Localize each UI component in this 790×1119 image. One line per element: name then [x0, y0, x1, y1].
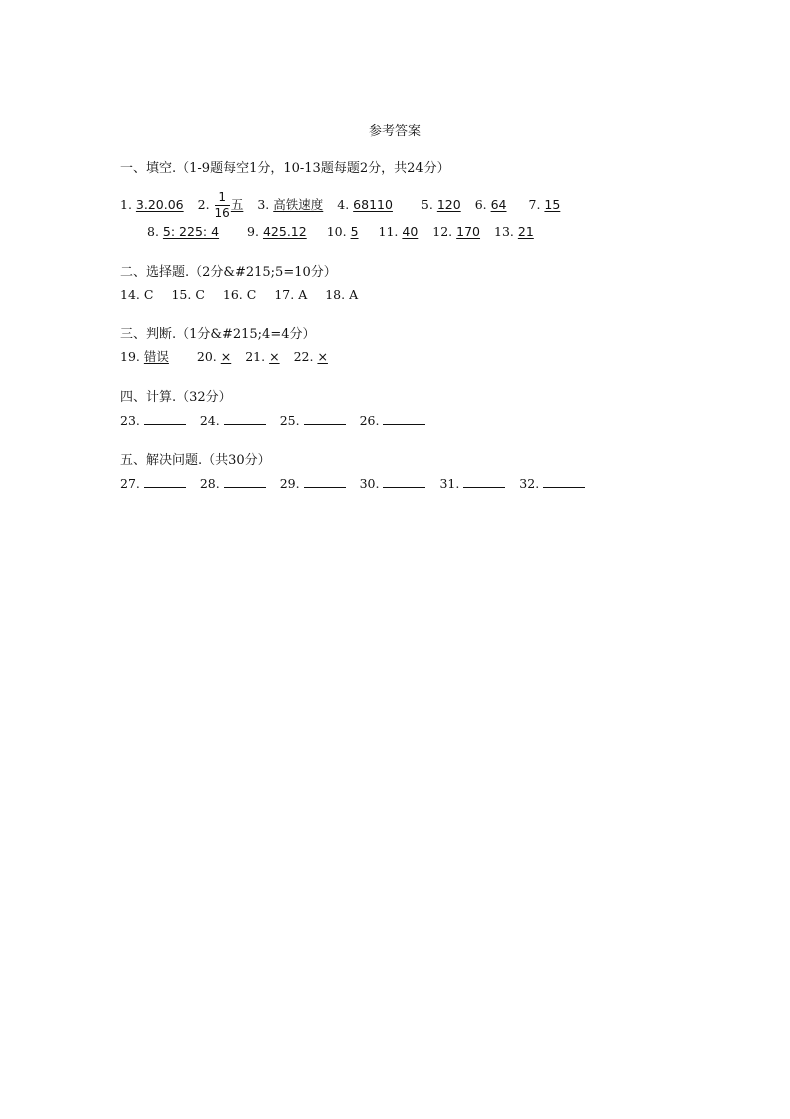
answer-item: [327, 224, 359, 240]
section-5-heading: 五、解决问题.（共30分）: [120, 453, 271, 468]
answer-item: [197, 349, 231, 365]
answer-item: [475, 197, 507, 213]
answer-blank: [463, 475, 505, 488]
answer-value: 120: [436, 197, 461, 212]
answer-value: 40: [402, 224, 419, 239]
fraction: [215, 191, 230, 220]
answer-item: [198, 191, 244, 220]
answer-item: [120, 412, 186, 429]
item-number: 4.: [337, 197, 350, 212]
answer-blank: [144, 475, 186, 488]
section-2-row: [120, 287, 368, 303]
item-number: 29.: [279, 476, 300, 491]
answer-item: [120, 349, 169, 365]
answer-item: [200, 475, 266, 492]
answer-item: [519, 475, 585, 492]
item-number: 20.: [196, 349, 217, 364]
section-2-heading: 二、选择题.（2分&#215;5=10分）: [120, 265, 337, 280]
item-number: 31.: [439, 476, 460, 491]
answer-blank: [224, 475, 266, 488]
item-number: 9.: [247, 224, 259, 239]
answer-value: ×: [317, 349, 328, 364]
fraction-denominator: 16: [214, 206, 230, 220]
answer-item: [171, 287, 204, 303]
answer-value: 68110: [353, 197, 393, 212]
page-title: 参考答案: [368, 124, 421, 139]
answer-value: 3.20.06: [135, 197, 184, 212]
section-4-row: [120, 412, 435, 429]
answer-blank: [383, 412, 425, 425]
item-number: 16.: [222, 287, 243, 302]
item-number: 18.: [325, 287, 346, 302]
answer-blank: [543, 475, 585, 488]
answer-item: [280, 412, 346, 429]
answer-value: A: [298, 287, 308, 302]
item-number: 14.: [120, 287, 140, 302]
answer-item: [360, 475, 426, 492]
answer-item: [280, 475, 346, 492]
answer-value: 15: [544, 197, 561, 212]
answer-value: 425.12: [262, 224, 307, 239]
item-number: 32.: [519, 476, 540, 491]
answer-item: [337, 197, 393, 213]
answer-item: [120, 197, 184, 213]
section-3-row: [120, 349, 338, 365]
answer-item: [494, 224, 534, 240]
answer-value: 21: [517, 224, 534, 239]
item-number: 11.: [378, 224, 399, 239]
answer-value: 错误: [143, 349, 169, 364]
answer-item: [379, 224, 419, 240]
item-number: 3.: [257, 197, 270, 212]
item-number: 24.: [199, 413, 220, 428]
item-number: 7.: [528, 197, 541, 212]
section-1-heading: 一、填空.（1-9题每空1分，10-13题每题2分，共24分）: [120, 161, 450, 176]
item-number: 26.: [359, 413, 380, 428]
answer-value: 64: [490, 197, 507, 212]
answer-value: 5: 225: 4: [162, 224, 220, 239]
answer-item: [294, 349, 328, 365]
item-number: 23.: [120, 413, 140, 428]
answer-blank: [224, 412, 266, 425]
answer-blank: [383, 475, 425, 488]
answer-item: [360, 412, 426, 429]
item-number: 12.: [432, 224, 453, 239]
section-5-row: [120, 475, 595, 492]
answer-item: [274, 287, 307, 303]
item-number: 1.: [120, 197, 132, 212]
answer-value: 5: [350, 224, 359, 239]
answer-item: [439, 475, 505, 492]
answer-item: [432, 224, 480, 240]
section-3-heading: 三、判断.（1分&#215;4=4分）: [120, 327, 316, 342]
answer-item: [257, 197, 323, 213]
answer-value: C: [143, 287, 154, 302]
answer-item: [421, 197, 461, 213]
item-number: 2.: [197, 197, 210, 212]
item-number: 30.: [359, 476, 380, 491]
item-number: 6.: [474, 197, 487, 212]
answer-value: A: [349, 287, 359, 302]
item-number: 15.: [171, 287, 192, 302]
answer-value: 170: [456, 224, 481, 239]
item-number: 5.: [420, 197, 433, 212]
fraction-numerator: 1: [218, 190, 226, 204]
answer-item: [247, 224, 307, 240]
section-1-row-1: [120, 191, 570, 220]
item-number: 8.: [147, 224, 159, 239]
answer-item: [200, 412, 266, 429]
answer-value: C: [246, 287, 257, 302]
item-number: 17.: [274, 287, 295, 302]
answer-blank: [144, 412, 186, 425]
section-1-row-2: [147, 224, 544, 240]
answer-value: 高铁速度: [273, 197, 324, 212]
item-number: 28.: [199, 476, 220, 491]
answer-item: [223, 287, 256, 303]
item-number: 22.: [293, 349, 314, 364]
item-number: 10.: [326, 224, 347, 239]
answer-item: [147, 224, 219, 240]
item-number: 25.: [279, 413, 300, 428]
item-number: 27.: [120, 476, 140, 491]
answer-item: [245, 349, 279, 365]
answer-value: C: [195, 287, 205, 302]
answer-blank: [304, 475, 346, 488]
answer-value: ×: [269, 349, 280, 364]
section-4-heading: 四、计算.（32分）: [120, 390, 232, 405]
answer-item: [529, 197, 561, 213]
item-number: 21.: [245, 349, 266, 364]
answer-item: [120, 287, 153, 303]
answer-item: [120, 475, 186, 492]
answer-item: [325, 287, 358, 303]
item-number: 19.: [120, 349, 140, 364]
answer-value: ×: [220, 349, 232, 364]
answer-value: 五: [230, 197, 244, 212]
item-number: 13.: [494, 224, 514, 239]
answer-blank: [304, 412, 346, 425]
